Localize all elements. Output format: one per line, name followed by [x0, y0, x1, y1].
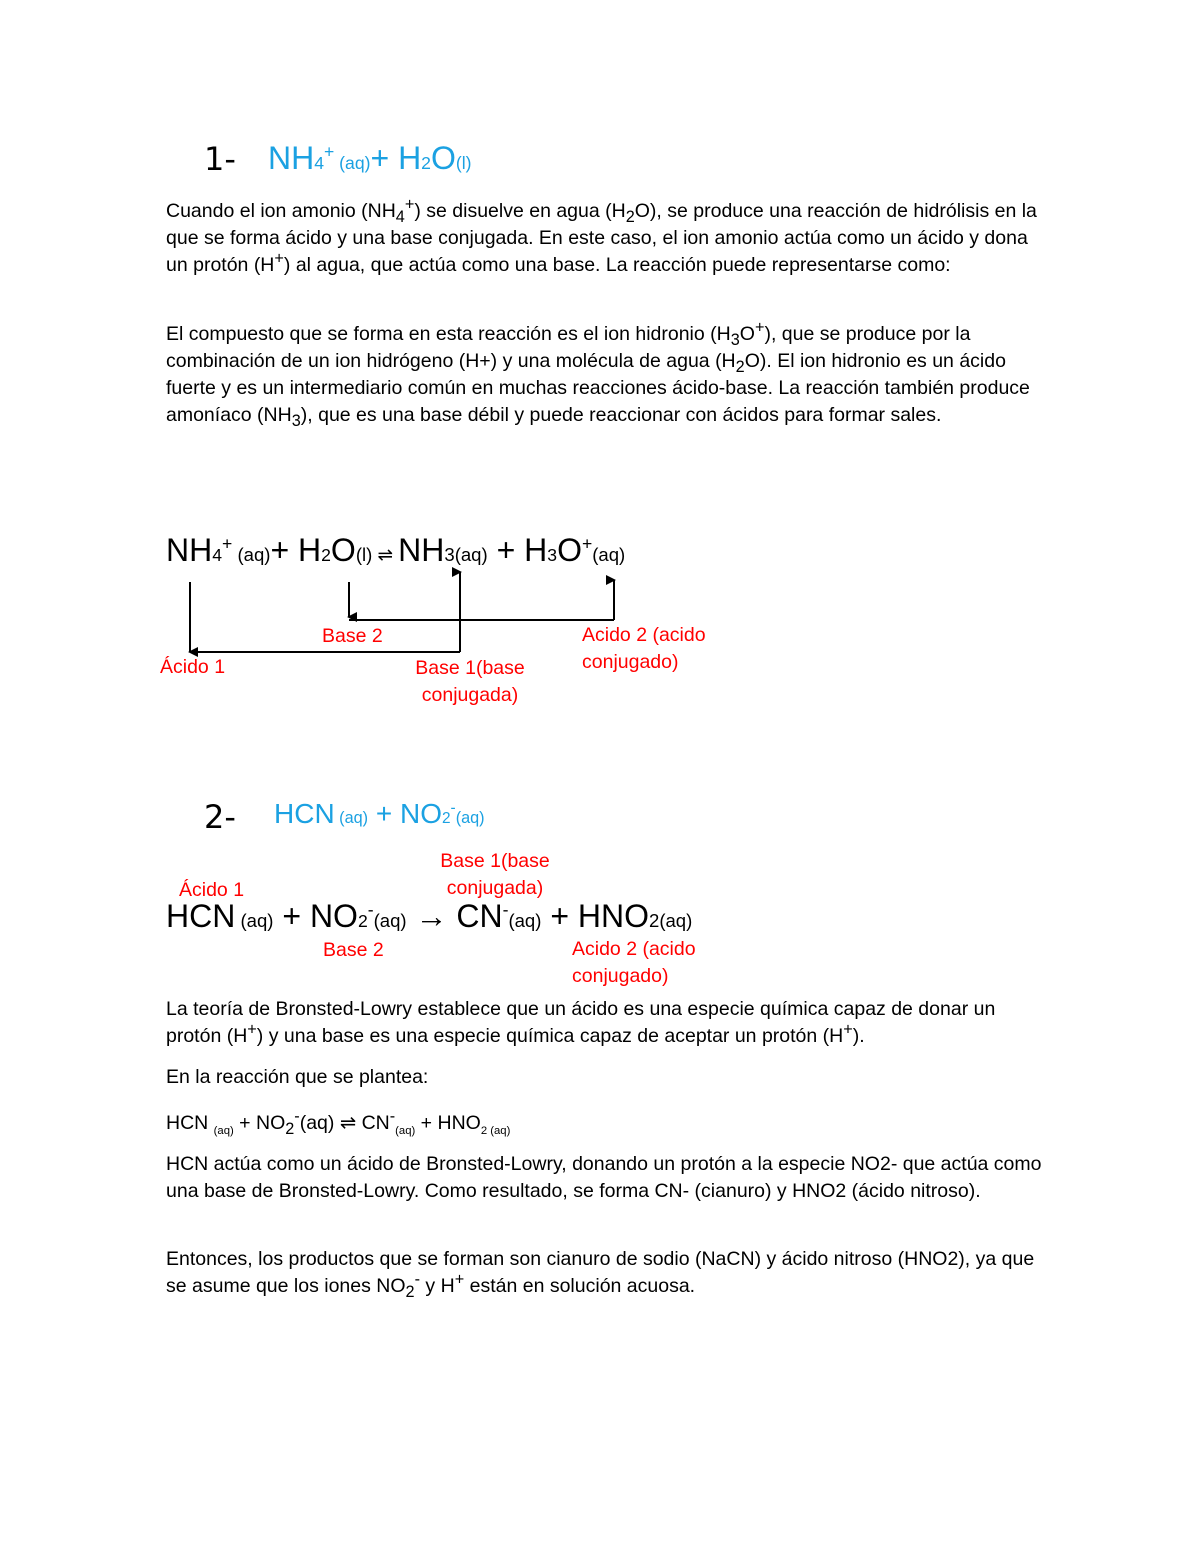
section-1-paragraph-1: Cuando el ion amonio $(NH_4^+)$ se disuelve en agua $(H_2O)$, se produce una reacción de hidrólisis en la que se forma ácido y una base conjugada. En este caso, el ion amonio actúa como un ácido y dona un protón (H+) al agua, que actúa como una base. La reacción puede representarse como:: [166, 195, 1037, 276]
section-2-equation-line: HCN $_{(aq)} + NO_2^-(aq)$ ⇌ $CN^-_{(aq)} + HNO_{2 (aq)}$: [166, 1107, 511, 1138]
label-2-base-2: Base 2: [323, 939, 384, 961]
section-2-paragraph-2: En la reacción que se plantea:: [166, 1066, 429, 1088]
section-1-paragraph-2: El compuesto que se forma en esta reacción es el ion hidronio $(H_3O^+)$, que se produce por la combinación de un ion hidrógeno (H+) y una molécula de agua $(H_2O)$. El ion hidronio es un ácido fuerte y es un intermediario común en muchas reacciones ácido-base. La reacción también produce amoníaco $(NH_3)$, que es una base débil y puede reaccionar con ácidos para formar sales.: [166, 318, 1030, 430]
label-acid-2-conjugate: Acido 2 (acido conjugado): [582, 624, 706, 673]
section-2-paragraph-3: HCN actúa como un ácido de Bronsted-Lowry, donando un protón a la especie NO2- que actúa como una base de Bronsted-Lowry. Como resultado, se forma CN- (cianuro) y HNO2 (ácido nitroso).: [166, 1153, 1042, 1202]
section-2-heading-equation: HCN (aq) + NO2-(aq): [274, 798, 485, 829]
label-base-1-conjugate: Base 1(base conjugada): [415, 657, 525, 706]
section-2-paragraph-1: La teoría de Bronsted-Lowry establece que un ácido es una especie química capaz de donar un protón (H+) y una base es una especie química capaz de aceptar un protón (H+).: [166, 998, 996, 1047]
section-1-reaction-equation: NH4+ (aq)+ H2O(l) ⇌ NH3(aq) + H3O+(aq): [166, 532, 626, 568]
label-base-2: Base 2: [322, 625, 383, 647]
label-2-acid-2-conjugate: Acido 2 (acido conjugado): [572, 938, 696, 987]
label-acid-1: Ácido 1: [160, 656, 226, 678]
label-2-acid-1: Ácido 1: [179, 879, 245, 901]
section-2-reaction-equation: HCN (aq) + NO2-(aq) → CN-(aq) + HNO2(aq): [166, 898, 693, 934]
section-2-number: 2-: [204, 798, 236, 836]
section-2-paragraph-4: Entonces, los productos que se forman son cianuro de sodio (NaCN) y ácido nitroso (HNO2), ya que se asume que los iones $NO_2^-$ y H+ están en solución acuosa.: [166, 1248, 1035, 1301]
label-2-base-1-conjugate: Base 1(base conjugada): [440, 850, 550, 899]
section-1-number: 1-: [204, 140, 236, 178]
section-1-heading-equation: NH4+ (aq)+ H2O(l): [268, 140, 472, 176]
